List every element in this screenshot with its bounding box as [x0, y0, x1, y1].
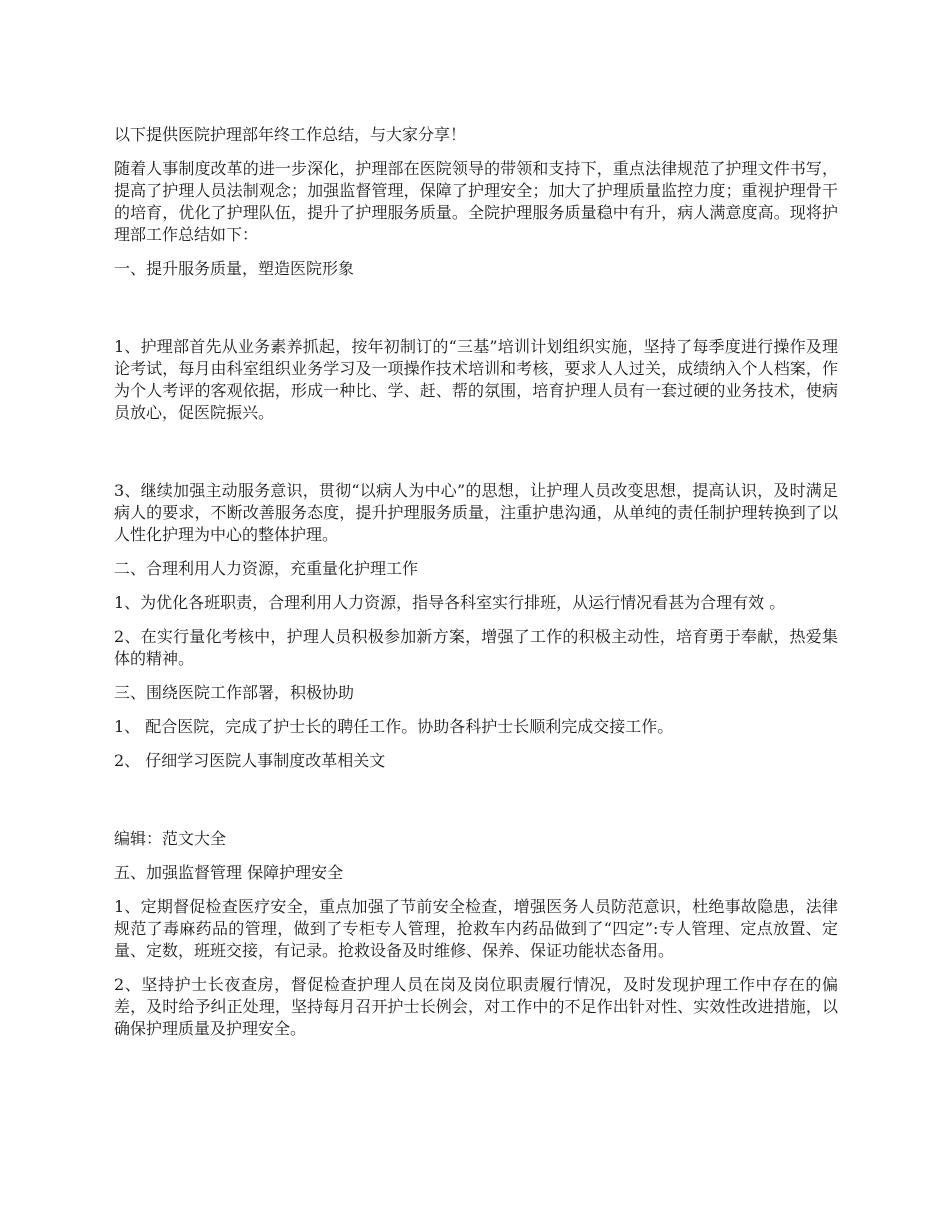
intro-line: 以下提供医院护理部年终工作总结，与大家分享！	[114, 125, 467, 144]
section-2-item-2: 2、在实行量化考核中，护理人员积极参加新方案，增强了工作的积极主动性，培育勇于奉献，热爱集体的精神。	[114, 627, 838, 668]
section-5-item-2: 2、坚持护士长夜查房，督促检查护理人员在岗及岗位职责履行情况，及时发现护理工作中存在的偏差，及时给予纠正处理，坚持每月召开护士长例会，对工作中的不足作出针对性、实效性改进措施，以确保护理质量及护理安全。	[114, 975, 838, 1038]
section-heading-5: 五、加强监督管理 保障护理安全	[114, 863, 344, 882]
document-body	[114, 124, 838, 1040]
section-3-item-1: 1、 配合医院，完成了护士长的聘任工作。协助各科护士长顺利完成交接工作。	[114, 717, 674, 736]
section-1-item-3: 3、继续加强主动服务意识，贯彻“以病人为中心”的思想，让护理人员改变思想，提高认识，及时满足病人的要求，不断改善服务态度，提升护理服务质量，注重护患沟通，从单纯的责任制护理转换到了以人性化护理为中心的整体护理。	[114, 481, 838, 544]
section-3-item-2: 2、 仔细学习医院人事制度改革相关文	[114, 751, 386, 770]
section-heading-2: 二、合理利用人力资源，充重量化护理工作	[114, 559, 419, 578]
section-heading-1: 一、提升服务质量，塑造医院形象	[114, 259, 355, 278]
section-5-item-1: 1、定期督促检查医疗安全，重点加强了节前安全检查，增强医务人员防范意识，杜绝事故隐患，法律规范了毒麻药品的管理，做到了专柜专人管理，抢救车内药品做到了“四定”:专人管理、定点放置、定量、定数，班班交接，有记录。抢救设备及时维修、保养、保证功能状态备用。	[114, 897, 838, 960]
section-1-item-1: 1、护理部首先从业务素养抓起，按年初制订的“三基”培训计划组织实施，坚持了每季度进行操作及理论考试，每月由科室组织业务学习及一项操作技术培训和考核，要求人人过关，成绩纳入个人档案，作为个人考评的客观依据，形成一种比、学、赶、帮的氛围，培育护理人员有一套过硬的业务技术，使病员放心，促医院振兴。	[114, 337, 838, 422]
editor-line: 编辑：范文大全	[114, 829, 227, 848]
intro-paragraph: 随着人事制度改革的进一步深化，护理部在医院领导的带领和支持下，重点法律规范了护理文件书写，提高了护理人员法制观念；加强监督管理，保障了护理安全；加大了护理质量监控力度；重视护理骨干的培育，优化了护理队伍，提升了护理服务质量。全院护理服务质量稳中有升，病人满意度高。现将护理部工作总结如下：	[114, 159, 838, 244]
section-2-item-1: 1、为优化各班职责，合理利用人力资源，指导各科室实行排班，从运行情况看甚为合理有效 。	[114, 593, 786, 612]
section-heading-3: 三、围绕医院工作部署，积极协助	[114, 683, 355, 702]
